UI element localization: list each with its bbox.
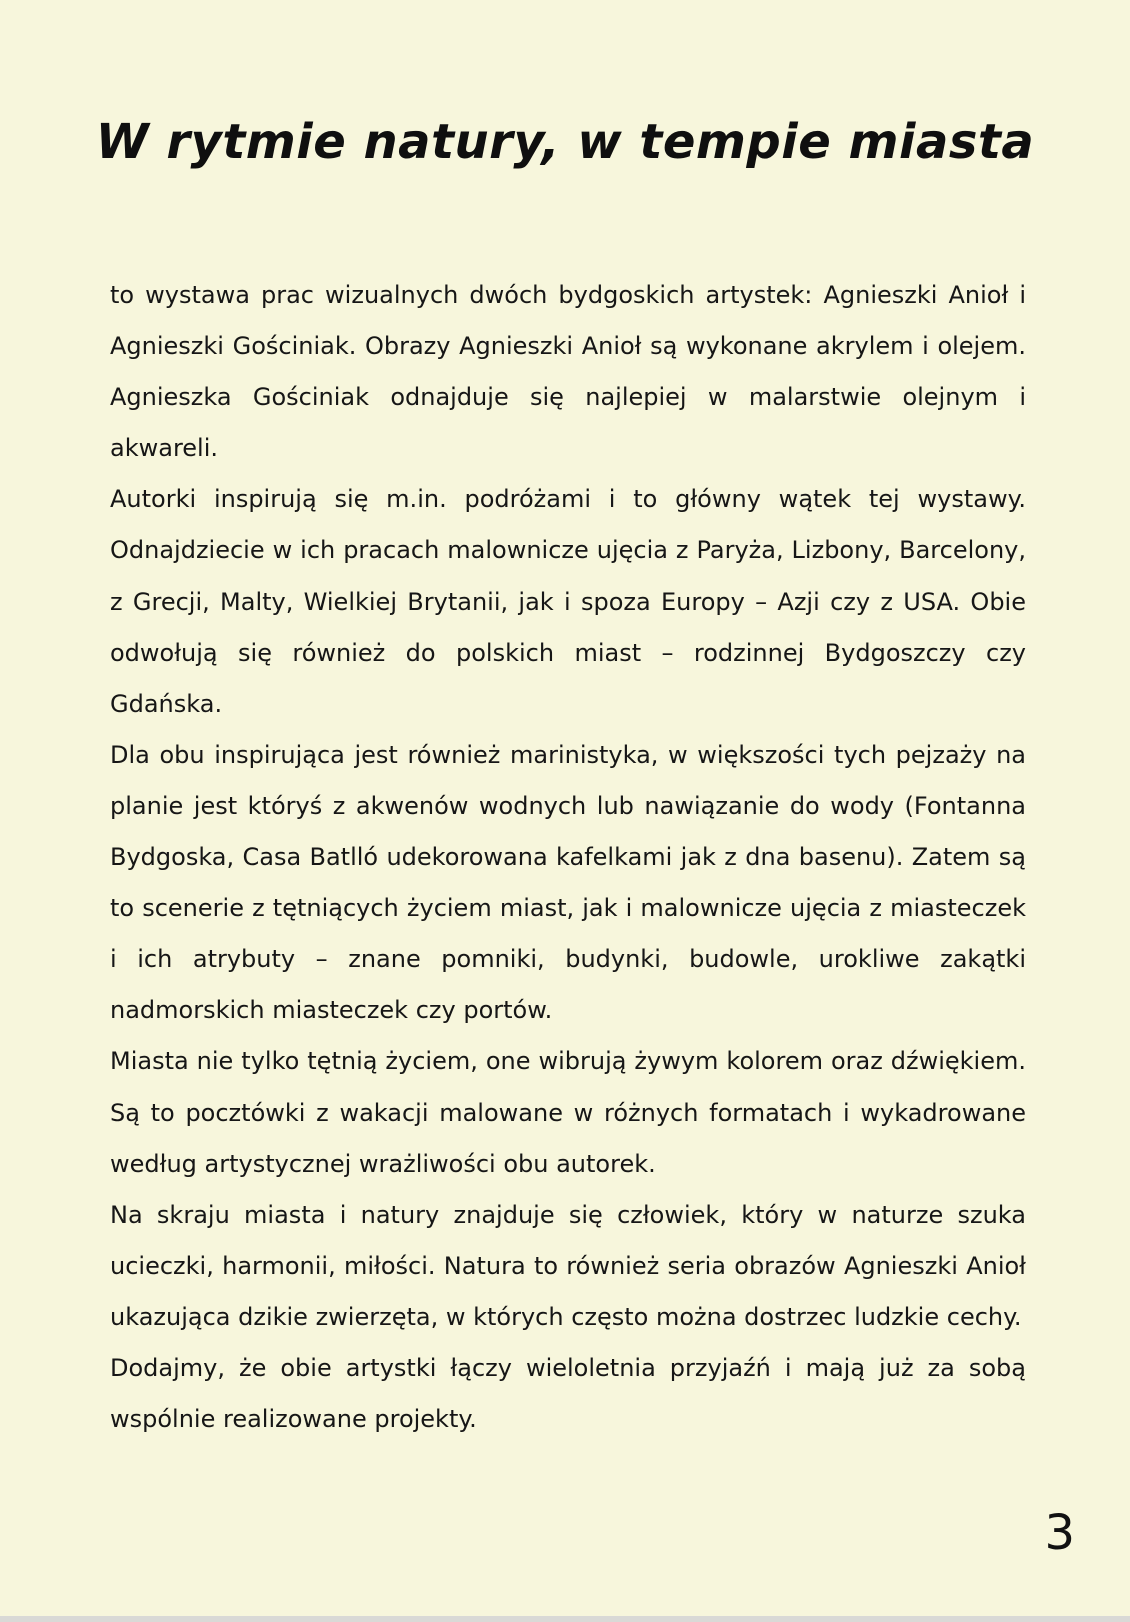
paragraph-intro: to wystawa prac wizualnych dwóch bydgoskich artystek: Agnieszki Anioł i Agnieszki Gościniak. Obrazy Agnieszki Anioł są wykonane akrylem i olejem. Agnieszka Gościniak odnajduje się najlepiej w malarstwie olejnym i akwareli. <box>110 281 1026 463</box>
paragraph-cities: Miasta nie tylko tętnią życiem, one wibrują żywym kolorem oraz dźwiękiem. Są to pocztówki z wakacji malowane w różnych formatach i wykadrowane według artystycznej wrażliwości obu autorek. <box>110 1047 1026 1178</box>
page-number: 3 <box>1044 1505 1075 1561</box>
paragraph-marine: Dla obu inspirująca jest również marinistyka, w większości tych pejzaży na planie jest któryś z akwenów wodnych lub nawiązanie do wody (Fontanna Bydgoska, Casa Batlló udekorowana kafelkami jak z dna basenu). Zatem są to scenerie z tętniących życiem miast, jak i malownicze ujęcia z miasteczek i ich atrybuty – znane pomniki, budynki, budowle, urokliwe zakątki nadmorskich miasteczek czy portów. <box>110 740 1026 1025</box>
paragraph-friendship: Dodajmy, że obie artystki łączy wieloletnia przyjaźń i mają już za sobą wspólnie realizowane projekty. <box>110 1353 1026 1434</box>
page-bottom-edge <box>0 1616 1130 1622</box>
paragraph-nature: Na skraju miasta i natury znajduje się człowiek, który w naturze szuka ucieczki, harmonii, miłości. Natura to również seria obrazów Agnieszki Anioł ukazująca dzikie zwierzęta, w których często można dostrzec ludzkie cechy. <box>110 1200 1026 1331</box>
body-text <box>110 270 1026 1445</box>
paragraph-travels: Autorki inspirują się m.in. podróżami i to główny wątek tej wystawy. Odnajdziecie w ich pracach malownicze ujęcia z Paryża, Lizbony, Barcelony, z Grecji, Malty, Wielkiej Brytanii, jak i spoza Europy – Azji czy z USA. Obie odwołują się również do polskich miast – rodzinnej Bydgoszczy czy Gdańska. <box>110 485 1026 718</box>
page-title: W rytmie natury, w tempie miasta <box>95 114 1035 170</box>
